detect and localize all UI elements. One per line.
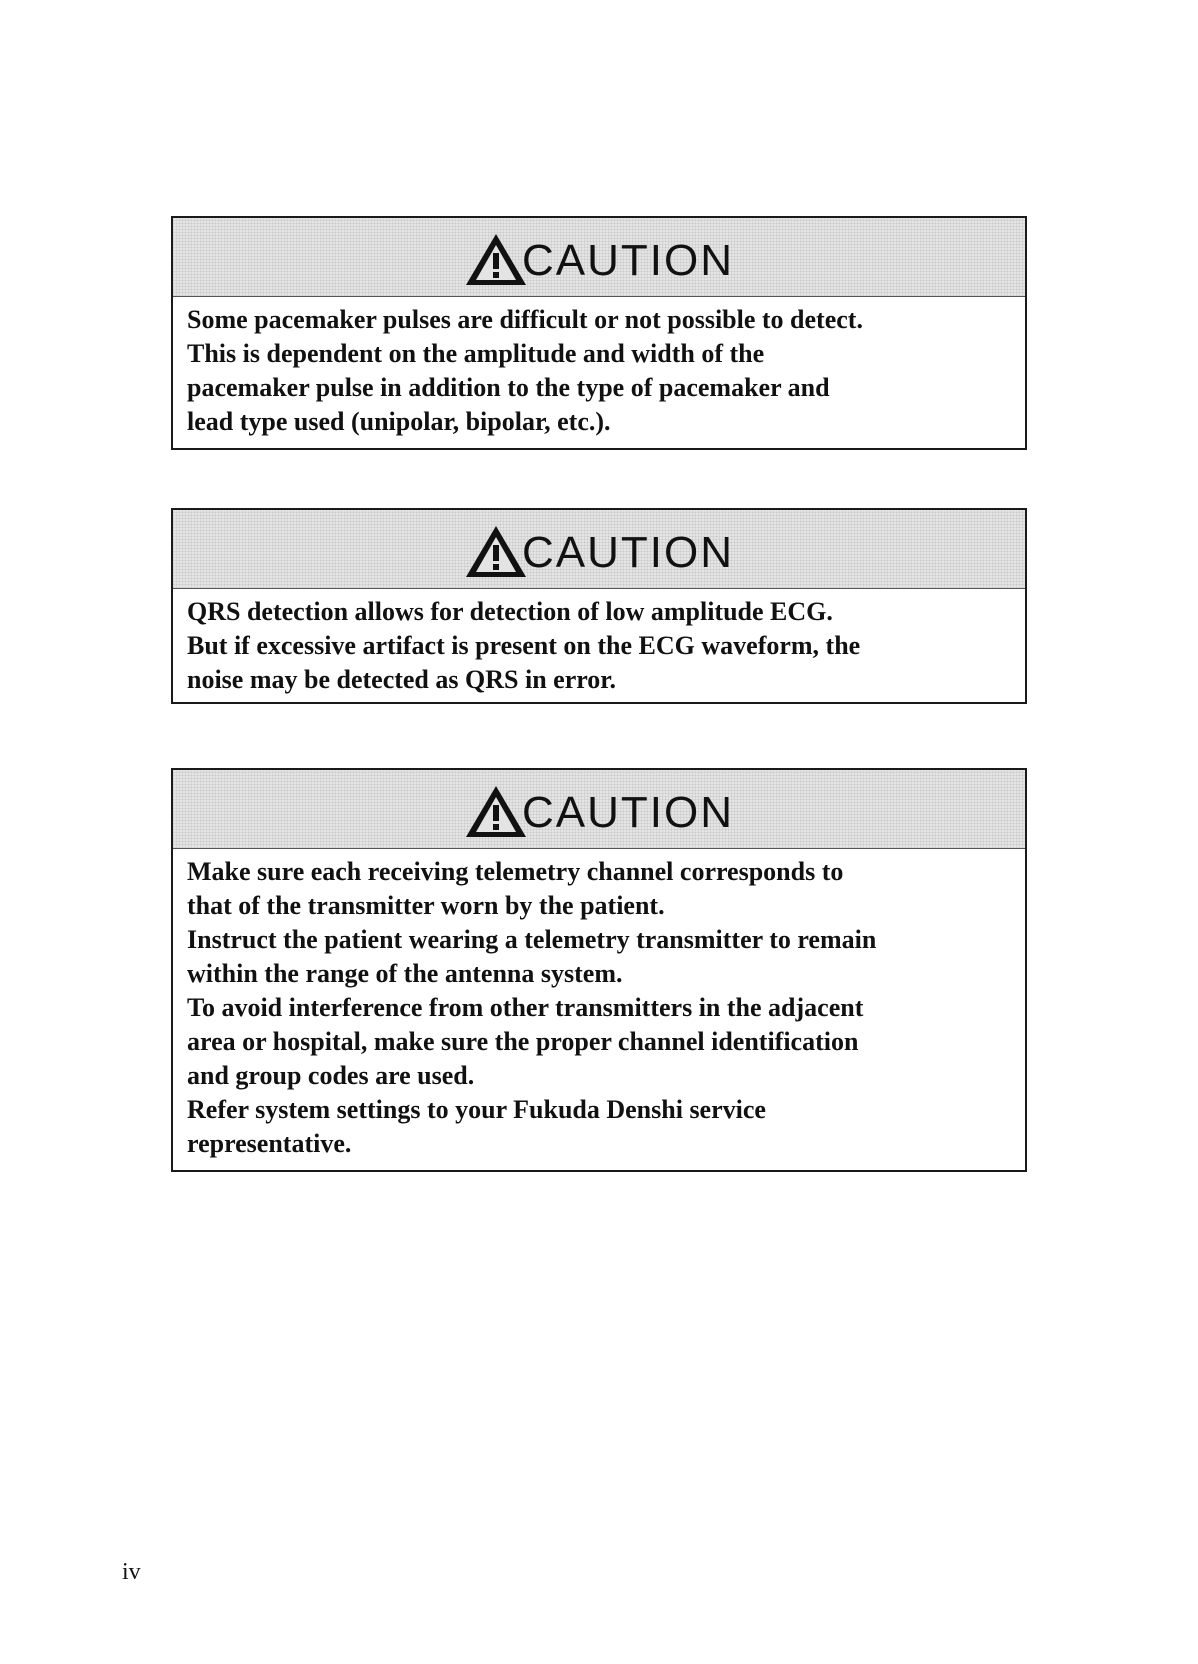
caution-heading: CAUTION — [522, 788, 734, 837]
page-number: iv — [122, 1559, 141, 1585]
warning-triangle-icon — [464, 231, 528, 287]
warning-triangle-icon — [464, 523, 528, 579]
warning-triangle-icon — [464, 783, 528, 839]
caution-text: QRS detection allows for detection of low amplitude ECG. But if excessive artifact is present on the ECG waveform, the noise may be detected as QRS in error. — [187, 597, 861, 694]
caution-heading: CAUTION — [522, 236, 734, 285]
caution-box-qrs-detection — [171, 508, 1027, 704]
caution-heading: CAUTION — [522, 528, 734, 577]
caution-text: Some pacemaker pulses are difficult or not possible to detect. This is dependent on the amplitude and width of the pacemaker pulse in addition to the type of pacemaker and lead type used (unipolar, bipolar, etc.). — [187, 305, 863, 436]
caution-box-pacemaker — [171, 216, 1027, 450]
caution-header — [173, 218, 1025, 297]
caution-text: Make sure each receiving telemetry channel corresponds to that of the transmitter worn by the patient. Instruct the patient wearing a telemetry transmitter to remain within the range of the antenna system. To avoid interference from other transmitters in the adjacent area or hospital, make sure the proper channel identification and group codes are used. Refer system settings to your Fukuda Denshi service representative. — [187, 857, 877, 1158]
caution-header — [173, 510, 1025, 589]
caution-box-telemetry-channel — [171, 768, 1027, 1172]
caution-header — [173, 770, 1025, 849]
